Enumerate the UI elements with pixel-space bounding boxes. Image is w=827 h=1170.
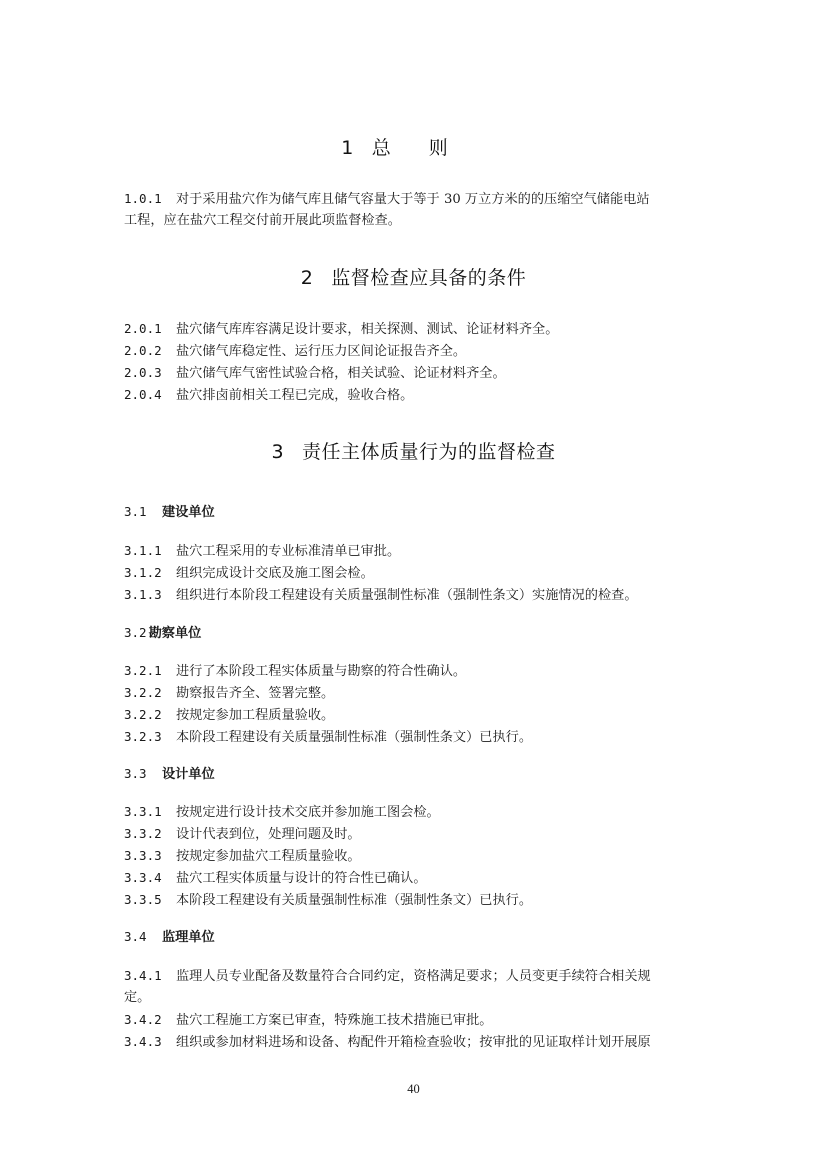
clause-text: 监理人员专业配备及数量符合合同约定，资格满足要求；人员变更手续符合相关规 [176,969,651,984]
subsection-label: 监理单位 [162,930,215,945]
clause-text: 盐穴工程采用的专业标准清单已审批。 [176,544,401,559]
page-number: 40 [407,1082,420,1096]
subsection-3-1 [124,502,215,523]
clause-number: 3.4.1 [124,968,162,983]
clause-continuation: 定。 [124,990,151,1005]
clause-text: 组织进行本阶段工程建设有关质量强制性标准（强制性条文）实施情况的检查。 [176,588,638,603]
clause-3-3-5 [124,890,532,911]
clause-number: 3.1.3 [124,587,162,602]
section-heading-2 [0,263,827,290]
subsection-3-3 [124,764,215,785]
clause-2-0-1 [124,319,558,340]
clause-3-3-1 [124,802,440,823]
clause-number: 3.3.1 [124,804,162,819]
clause-text: 进行了本阶段工程实体质量与勘察的符合性确认。 [176,664,467,679]
clause-3-1-2 [124,563,374,584]
subsection-number: 3.1 [124,504,147,519]
clause-3-2-2b [124,705,334,726]
clause-2-0-3 [124,363,506,384]
section-number: 1 [341,137,354,159]
section-heading-1 [0,133,827,160]
clause-number: 3.3.5 [124,892,162,907]
subsection-number: 3.2 [124,625,147,640]
clause-text: 按规定进行设计技术交底并参加施工图会检。 [176,805,440,820]
clause-number: 3.4.3 [124,1034,162,1049]
clause-text: 本阶段工程建设有关质量强制性标准（强制性条文）已执行。 [176,893,533,908]
clause-number: 3.2.3 [124,729,162,744]
section-title: 总则 [371,137,486,159]
subsection-number: 3.3 [124,766,147,781]
subsection-label: 勘察单位 [148,626,202,641]
clause-number: 2.0.1 [124,321,162,336]
subsection-label: 建设单位 [162,505,215,520]
clause-number: 2.0.2 [124,343,162,358]
clause-number: 3.2.2 [124,707,162,722]
clause-number: 3.3.2 [124,826,162,841]
clause-3-3-2 [124,824,361,845]
clause-3-4-2 [124,1010,493,1031]
clause-3-2-1 [124,661,466,682]
clause-number: 3.2.1 [124,663,162,678]
clause-text: 勘察报告齐全、签署完整。 [176,686,335,701]
clause-3-4-3 [124,1032,651,1053]
section-heading-3 [0,437,827,464]
subsection-3-4 [124,927,215,948]
clause-text: 盐穴储气库稳定性、运行压力区间论证报告齐全。 [176,344,467,359]
clause-number: 3.3.3 [124,848,162,863]
clause-continuation: 工程，应在盐穴工程交付前开展此项监督检查。 [124,213,401,228]
clause-3-2-3 [124,727,532,748]
clause-number: 3.2.2 [124,685,162,700]
clause-text: 按规定参加工程质量验收。 [176,708,335,723]
clause-text: 对于采用盐穴作为储气库且储气容量大于等于 30 万立方米的的压缩空气储能电站 [176,192,650,207]
clause-text: 按规定参加盐穴工程质量验收。 [176,849,361,864]
clause-number: 2.0.3 [124,365,162,380]
section-title: 责任主体质量行为的监督检查 [302,441,556,463]
subsection-label: 设计单位 [162,767,215,782]
section-number: 3 [271,441,285,463]
clause-number: 3.4.2 [124,1012,162,1027]
clause-3-3-3 [124,846,361,867]
clause-number: 3.1.2 [124,565,162,580]
clause-3-1-1 [124,541,400,562]
clause-2-0-4 [124,385,413,406]
clause-text: 本阶段工程建设有关质量强制性标准（强制性条文）已执行。 [176,730,533,745]
clause-3-1-3 [124,585,638,606]
clause-number: 3.1.1 [124,543,162,558]
clause-text: 盐穴储气库库容满足设计要求，相关探测、测试、论证材料齐全。 [176,322,559,337]
clause-text: 组织或参加材料进场和设备、构配件开箱检查验收；按审批的见证取样计划开展原 [176,1035,651,1050]
section-number: 2 [300,267,314,289]
section-title: 监督检查应具备的条件 [331,267,527,289]
clause-text: 设计代表到位，处理问题及时。 [176,827,361,842]
clause-1-0-1 [124,189,650,210]
clause-text: 盐穴排卤前相关工程已完成，验收合格。 [176,388,414,403]
clause-text: 组织完成设计交底及施工图会检。 [176,566,374,581]
clause-3-4-1 [124,966,651,987]
clause-text: 盐穴工程实体质量与设计的符合性已确认。 [176,871,427,886]
subsection-3-2 [124,623,201,644]
subsection-number: 3.4 [124,929,147,944]
clause-text: 盐穴储气库气密性试验合格，相关试验、论证材料齐全。 [176,366,506,381]
clause-3-2-2 [124,683,334,704]
clause-2-0-2 [124,341,466,362]
clause-text: 盐穴工程施工方案已审查，特殊施工技术措施已审批。 [176,1013,493,1028]
clause-3-3-4 [124,868,427,889]
clause-number: 3.3.4 [124,870,162,885]
clause-number: 2.0.4 [124,387,162,402]
clause-number: 1.0.1 [124,191,162,206]
